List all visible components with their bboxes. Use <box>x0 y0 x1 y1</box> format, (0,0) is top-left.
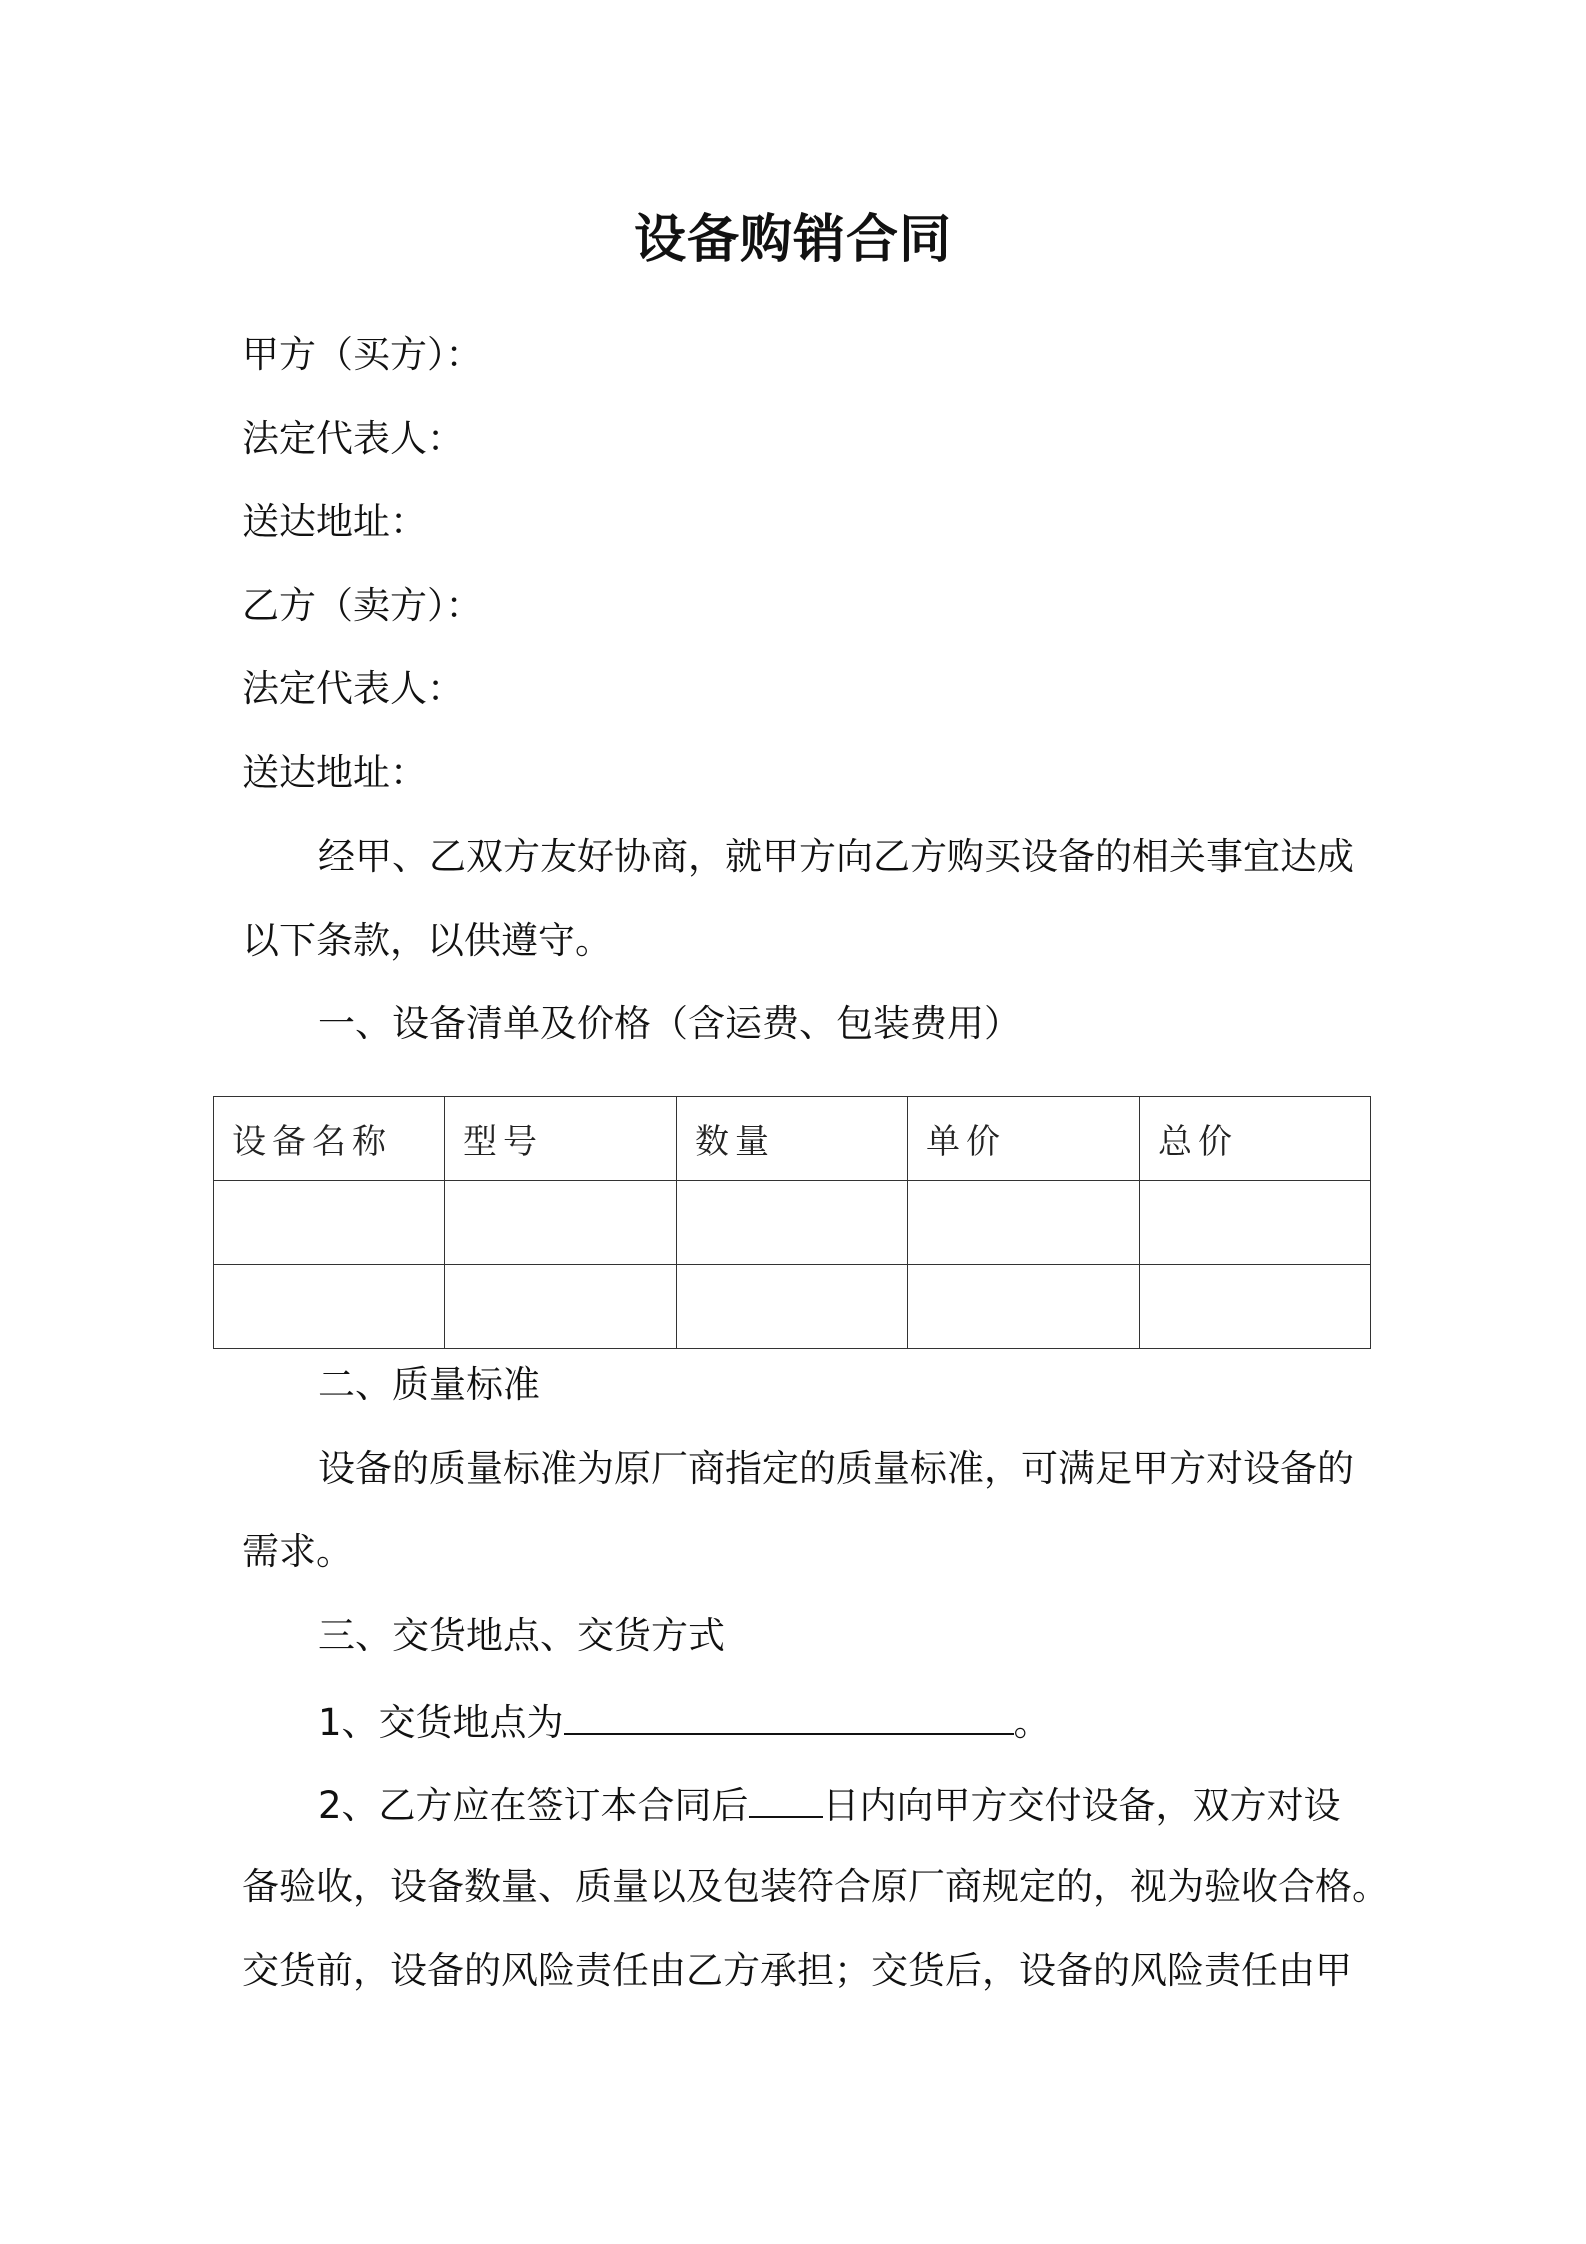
table-cell[interactable] <box>908 1181 1140 1265</box>
party-b-address-label: 送达地址： <box>242 751 427 794</box>
preamble-line-1: 经甲、乙双方友好协商，就甲方向乙方购买设备的相关事宜达成 <box>318 835 1354 878</box>
table-cell[interactable] <box>677 1181 908 1265</box>
table-cell[interactable] <box>908 1265 1140 1349</box>
party-a-rep-label: 法定代表人： <box>242 417 464 460</box>
header-quantity: 数量 <box>677 1097 908 1181</box>
table-cell[interactable] <box>677 1265 908 1349</box>
delivery-days-prefix: 2、乙方应在签订本合同后 <box>318 1784 749 1827</box>
table-cell[interactable] <box>214 1265 445 1349</box>
equipment-table <box>213 1096 1371 1349</box>
section-1-heading: 一、设备清单及价格（含运费、包装费用） <box>318 1002 1021 1045</box>
delivery-days-suffix: 日内向甲方交付设备，双方对设 <box>822 1784 1341 1827</box>
party-a-label: 甲方（买方）： <box>242 333 483 376</box>
table-cell[interactable] <box>445 1181 677 1265</box>
delivery-days-item <box>318 1778 1341 1831</box>
table-cell[interactable] <box>214 1181 445 1265</box>
preamble-line-2: 以下条款，以供遵守。 <box>242 919 612 962</box>
delivery-location-item <box>318 1695 1051 1748</box>
section-2-heading: 二、质量标准 <box>318 1363 540 1406</box>
delivery-days-blank[interactable] <box>749 1778 823 1818</box>
header-unit-price: 单价 <box>908 1097 1140 1181</box>
delivery-location-blank[interactable] <box>564 1695 1014 1735</box>
delivery-location-suffix: 。 <box>1013 1701 1051 1744</box>
header-total-price: 总价 <box>1140 1097 1371 1181</box>
table-header-row <box>214 1097 1371 1181</box>
header-equipment-name: 设备名称 <box>214 1097 445 1181</box>
party-b-label: 乙方（卖方）： <box>242 584 483 627</box>
party-b-rep-label: 法定代表人： <box>242 667 464 710</box>
section-2-line-2: 需求。 <box>242 1530 353 1573</box>
table-cell[interactable] <box>1140 1181 1371 1265</box>
section-3-line-2: 备验收，设备数量、质量以及包装符合原厂商规定的，视为验收合格。 <box>242 1865 1389 1908</box>
document-title: 设备购销合同 <box>633 210 952 270</box>
table-row <box>214 1265 1371 1349</box>
section-3-heading: 三、交货地点、交货方式 <box>318 1614 725 1657</box>
section-3-line-3: 交货前，设备的风险责任由乙方承担；交货后，设备的风险责任由甲 <box>242 1949 1352 1992</box>
table-cell[interactable] <box>445 1265 677 1349</box>
party-a-address-label: 送达地址： <box>242 500 427 543</box>
header-model: 型号 <box>445 1097 677 1181</box>
delivery-location-prefix: 1、交货地点为 <box>318 1701 564 1744</box>
table-row <box>214 1181 1371 1265</box>
section-2-line-1: 设备的质量标准为原厂商指定的质量标准，可满足甲方对设备的 <box>318 1447 1354 1490</box>
table-cell[interactable] <box>1140 1265 1371 1349</box>
